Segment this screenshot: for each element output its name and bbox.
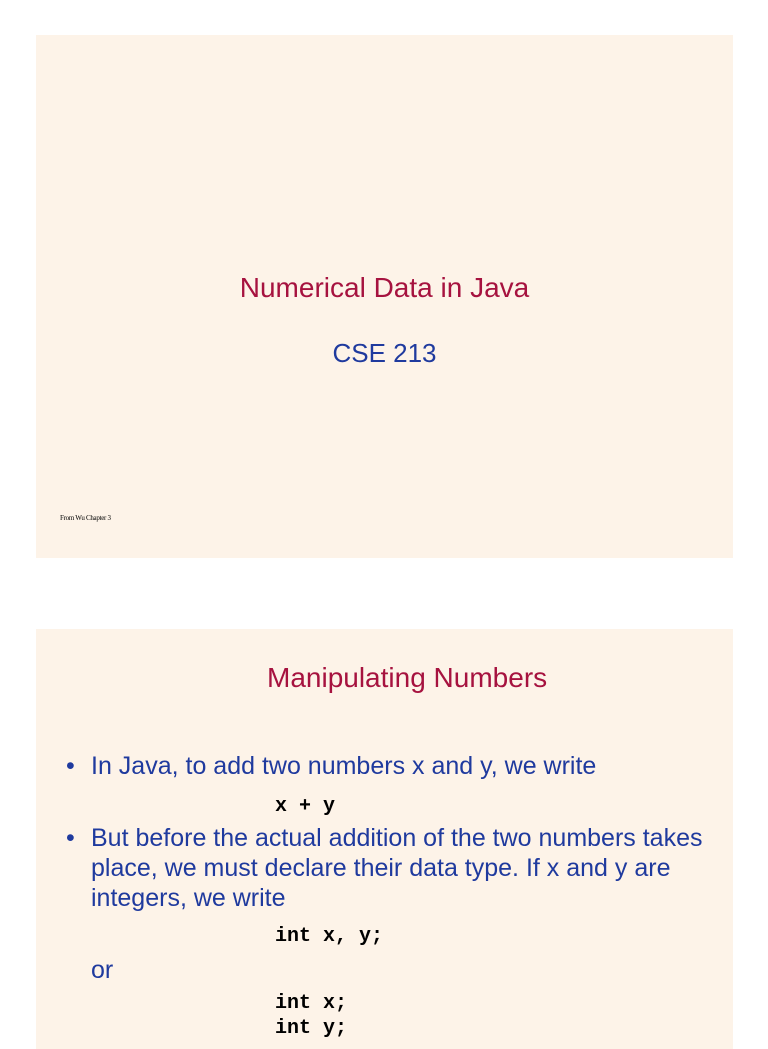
code-line: int x;	[275, 992, 348, 1015]
bullet-text: In Java, to add two numbers x and y, we write	[91, 752, 597, 780]
bullet-dot: •	[66, 824, 75, 852]
code-line: x + y	[275, 795, 336, 818]
bullet-item	[66, 823, 706, 913]
source-note: From Wu Chapter 3	[60, 514, 111, 522]
bullet-text: But before the actual addition of the two numbers takes place, we must declare their data type. If x and y are integers, we write	[91, 824, 703, 912]
or-text: or	[91, 956, 114, 984]
slide-2-title: Manipulating Numbers	[267, 662, 548, 693]
code-line: int x, y;	[275, 925, 384, 948]
bullet-item	[66, 751, 706, 781]
code-line: int y;	[275, 1017, 348, 1040]
slide-2	[36, 629, 733, 1049]
slide-1-subtitle: CSE 213	[332, 338, 437, 368]
slide-1-title: Numerical Data in Java	[239, 272, 530, 303]
bullet-dot: •	[66, 752, 75, 780]
slide-1	[36, 35, 733, 558]
